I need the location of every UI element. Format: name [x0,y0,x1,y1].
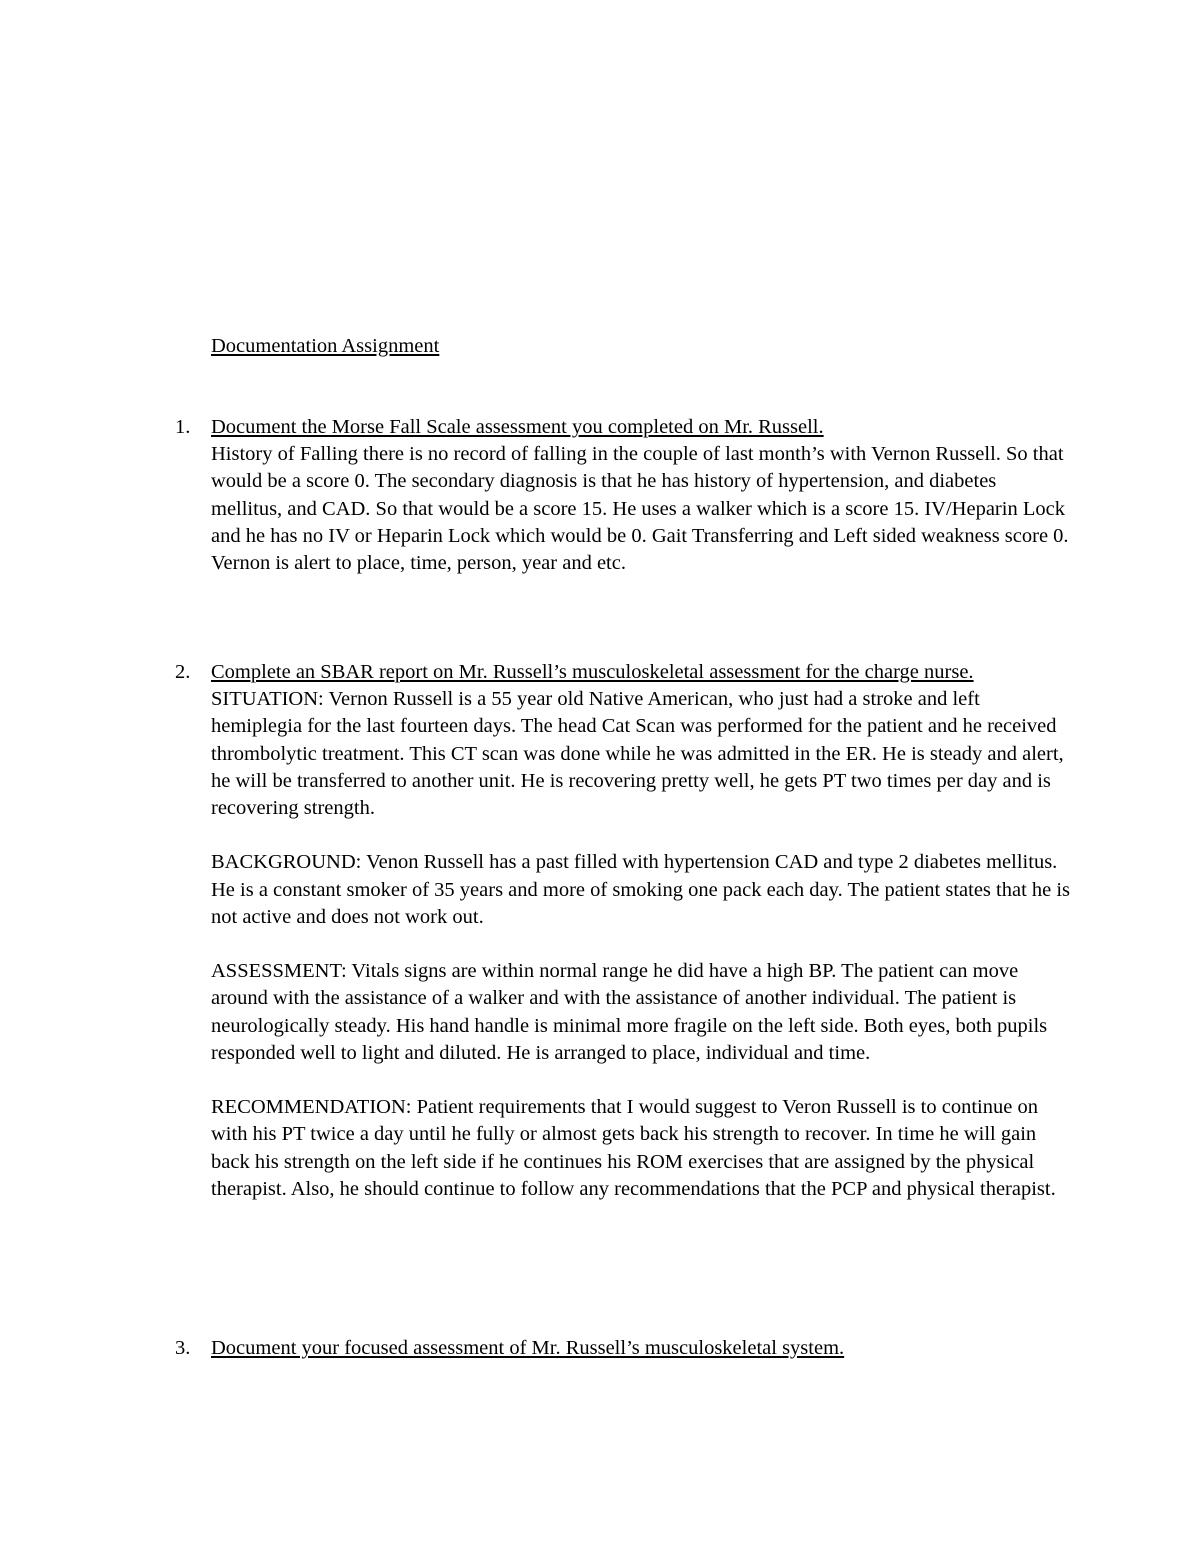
item-number: 3. [175,1337,191,1359]
item-number: 2. [175,661,191,683]
item-question: Complete an SBAR report on Mr. Russell’s musculoskeletal assessment for the charge nurse. [211,661,974,683]
sbar-assessment: ASSESSMENT: Vitals signs are within normal range he did have a high BP. The patient can move around with the assistance of a walker and with the assistance of another individual. The patient is neurologically steady. His hand handle is minimal more fragile on the left side. Both eyes, both pupils responded well to light and diluted. He is arranged to place, individual and time. [211,960,1048,1064]
item-content [211,1335,1071,1362]
item-content [211,414,1071,577]
item-content [211,659,1071,1203]
item-answer: History of Falling there is no record of falling in the couple of last month’s with Vernon Russell. So that would be a score 0. The secondary diagnosis is that he has history of hypertension, and diabetes mellitus, and CAD. So that would be a score 15. He uses a walker which is a score 15. IV/Heparin Lock and he has no IV or Heparin Lock which would be 0. Gait Transferring and Left sided weakness score 0. Vernon is alert to place, time, person, year and etc. [211,443,1069,575]
sbar-recommendation: RECOMMENDATION: Patient requirements that I would suggest to Veron Russell is to continue on with his PT twice a day until he fully or almost gets back his strength to recover. In time he will gain back his strength on the left side if he continues his ROM exercises that are assigned by the physical therapist. Also, he should continue to follow any recommendations that the PCP and physical therapist. [211,1096,1056,1200]
sbar-situation: SITUATION: Vernon Russell is a 55 year old Native American, who just had a stroke and left hemiplegia for the last fourteen days. The head Cat Scan was performed for the patient and he received thrombolytic treatment. This CT scan was done while he was admitted in the ER. He is steady and alert, he will be transferred to another unit. He is recovering pretty well, he gets PT two times per day and is recovering strength. [211,688,1064,820]
item-question: Document the Morse Fall Scale assessment you completed on Mr. Russell. [211,416,824,438]
sbar-background: BACKGROUND: Venon Russell has a past filled with hypertension CAD and type 2 diabetes mellitus. He is a constant smoker of 35 years and more of smoking one pack each day. The patient states that he is not active and does not work out. [211,851,1071,928]
document-title: Documentation Assignment [211,335,440,357]
item-question: Document your focused assessment of Mr. Russell’s musculoskeletal system. [211,1337,845,1359]
item-number: 1. [175,416,191,438]
